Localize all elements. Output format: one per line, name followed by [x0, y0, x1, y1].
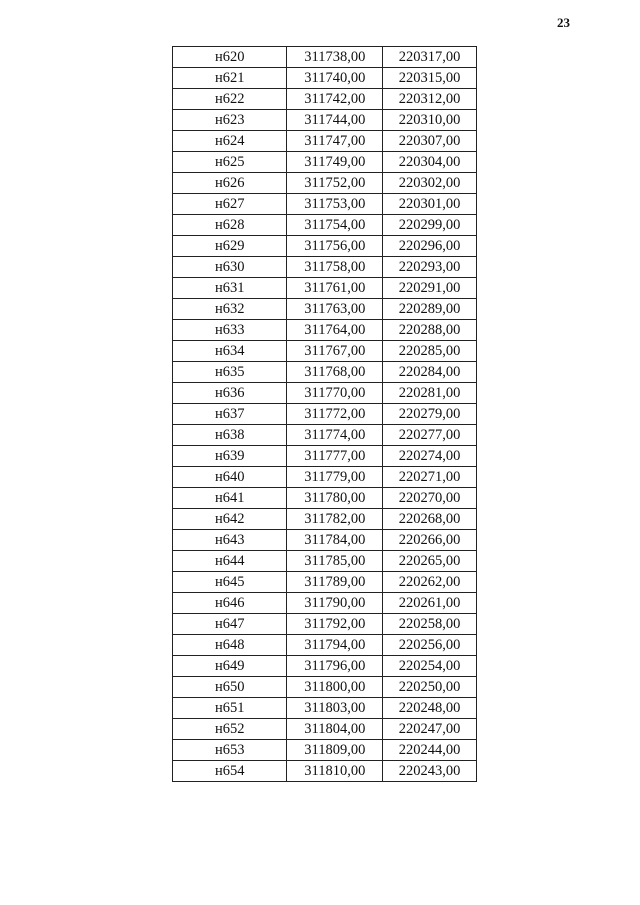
point-id-cell: н626: [173, 173, 287, 194]
x-coordinate-cell: 311754,00: [287, 215, 383, 236]
point-id-cell: н650: [173, 677, 287, 698]
point-id-cell: н630: [173, 257, 287, 278]
x-coordinate-cell: 311763,00: [287, 299, 383, 320]
x-coordinate-cell: 311804,00: [287, 719, 383, 740]
table-row: [173, 509, 477, 530]
x-coordinate-cell: 311782,00: [287, 509, 383, 530]
point-id-cell: н625: [173, 152, 287, 173]
x-coordinate-cell: 311744,00: [287, 110, 383, 131]
y-coordinate-cell: 220288,00: [383, 320, 477, 341]
point-id-cell: н639: [173, 446, 287, 467]
table-row: [173, 530, 477, 551]
x-coordinate-cell: 311784,00: [287, 530, 383, 551]
table-row: [173, 446, 477, 467]
page-number: 23: [557, 15, 570, 30]
x-coordinate-cell: 311777,00: [287, 446, 383, 467]
point-id-cell: н641: [173, 488, 287, 509]
point-id-cell: н633: [173, 320, 287, 341]
y-coordinate-cell: 220310,00: [383, 110, 477, 131]
y-coordinate-cell: 220271,00: [383, 467, 477, 488]
y-coordinate-cell: 220301,00: [383, 194, 477, 215]
point-id-cell: н648: [173, 635, 287, 656]
y-coordinate-cell: 220285,00: [383, 341, 477, 362]
coordinates-table-body: [173, 47, 477, 782]
x-coordinate-cell: 311752,00: [287, 173, 383, 194]
y-coordinate-cell: 220317,00: [383, 47, 477, 68]
y-coordinate-cell: 220293,00: [383, 257, 477, 278]
point-id-cell: н644: [173, 551, 287, 572]
table-row: [173, 740, 477, 761]
x-coordinate-cell: 311810,00: [287, 761, 383, 782]
x-coordinate-cell: 311789,00: [287, 572, 383, 593]
point-id-cell: н635: [173, 362, 287, 383]
x-coordinate-cell: 311809,00: [287, 740, 383, 761]
point-id-cell: н654: [173, 761, 287, 782]
y-coordinate-cell: 220254,00: [383, 656, 477, 677]
y-coordinate-cell: 220262,00: [383, 572, 477, 593]
point-id-cell: н640: [173, 467, 287, 488]
table-row: [173, 635, 477, 656]
y-coordinate-cell: 220277,00: [383, 425, 477, 446]
y-coordinate-cell: 220265,00: [383, 551, 477, 572]
table-row: [173, 110, 477, 131]
y-coordinate-cell: 220243,00: [383, 761, 477, 782]
table-row: [173, 299, 477, 320]
table-row: [173, 404, 477, 425]
table-row: [173, 488, 477, 509]
y-coordinate-cell: 220261,00: [383, 593, 477, 614]
x-coordinate-cell: 311792,00: [287, 614, 383, 635]
point-id-cell: н651: [173, 698, 287, 719]
y-coordinate-cell: 220268,00: [383, 509, 477, 530]
x-coordinate-cell: 311767,00: [287, 341, 383, 362]
x-coordinate-cell: 311780,00: [287, 488, 383, 509]
x-coordinate-cell: 311803,00: [287, 698, 383, 719]
x-coordinate-cell: 311785,00: [287, 551, 383, 572]
point-id-cell: н652: [173, 719, 287, 740]
y-coordinate-cell: 220291,00: [383, 278, 477, 299]
table-row: [173, 173, 477, 194]
table-row: [173, 593, 477, 614]
table-row: [173, 719, 477, 740]
point-id-cell: н638: [173, 425, 287, 446]
x-coordinate-cell: 311749,00: [287, 152, 383, 173]
point-id-cell: н631: [173, 278, 287, 299]
x-coordinate-cell: 311758,00: [287, 257, 383, 278]
y-coordinate-cell: 220248,00: [383, 698, 477, 719]
table-row: [173, 47, 477, 68]
y-coordinate-cell: 220307,00: [383, 131, 477, 152]
coordinates-table: [172, 46, 477, 782]
point-id-cell: н636: [173, 383, 287, 404]
point-id-cell: н637: [173, 404, 287, 425]
y-coordinate-cell: 220281,00: [383, 383, 477, 404]
x-coordinate-cell: 311794,00: [287, 635, 383, 656]
table-row: [173, 614, 477, 635]
x-coordinate-cell: 311768,00: [287, 362, 383, 383]
table-row: [173, 383, 477, 404]
y-coordinate-cell: 220256,00: [383, 635, 477, 656]
point-id-cell: н628: [173, 215, 287, 236]
table-row: [173, 278, 477, 299]
table-row: [173, 677, 477, 698]
y-coordinate-cell: 220258,00: [383, 614, 477, 635]
table-row: [173, 236, 477, 257]
point-id-cell: н629: [173, 236, 287, 257]
x-coordinate-cell: 311772,00: [287, 404, 383, 425]
x-coordinate-cell: 311738,00: [287, 47, 383, 68]
table-row: [173, 551, 477, 572]
x-coordinate-cell: 311779,00: [287, 467, 383, 488]
table-row: [173, 572, 477, 593]
table-row: [173, 89, 477, 110]
table-row: [173, 68, 477, 89]
point-id-cell: н632: [173, 299, 287, 320]
y-coordinate-cell: 220289,00: [383, 299, 477, 320]
y-coordinate-cell: 220296,00: [383, 236, 477, 257]
y-coordinate-cell: 220279,00: [383, 404, 477, 425]
point-id-cell: н645: [173, 572, 287, 593]
y-coordinate-cell: 220312,00: [383, 89, 477, 110]
y-coordinate-cell: 220250,00: [383, 677, 477, 698]
x-coordinate-cell: 311756,00: [287, 236, 383, 257]
point-id-cell: н627: [173, 194, 287, 215]
point-id-cell: н621: [173, 68, 287, 89]
x-coordinate-cell: 311790,00: [287, 593, 383, 614]
y-coordinate-cell: 220244,00: [383, 740, 477, 761]
table-row: [173, 362, 477, 383]
point-id-cell: н649: [173, 656, 287, 677]
x-coordinate-cell: 311764,00: [287, 320, 383, 341]
point-id-cell: н653: [173, 740, 287, 761]
y-coordinate-cell: 220284,00: [383, 362, 477, 383]
x-coordinate-cell: 311770,00: [287, 383, 383, 404]
x-coordinate-cell: 311774,00: [287, 425, 383, 446]
x-coordinate-cell: 311761,00: [287, 278, 383, 299]
point-id-cell: н634: [173, 341, 287, 362]
table-row: [173, 131, 477, 152]
point-id-cell: н623: [173, 110, 287, 131]
x-coordinate-cell: 311796,00: [287, 656, 383, 677]
point-id-cell: н620: [173, 47, 287, 68]
y-coordinate-cell: 220299,00: [383, 215, 477, 236]
point-id-cell: н643: [173, 530, 287, 551]
point-id-cell: н622: [173, 89, 287, 110]
y-coordinate-cell: 220274,00: [383, 446, 477, 467]
table-row: [173, 761, 477, 782]
table-row: [173, 152, 477, 173]
x-coordinate-cell: 311800,00: [287, 677, 383, 698]
table-row: [173, 341, 477, 362]
y-coordinate-cell: 220270,00: [383, 488, 477, 509]
point-id-cell: н646: [173, 593, 287, 614]
y-coordinate-cell: 220247,00: [383, 719, 477, 740]
x-coordinate-cell: 311753,00: [287, 194, 383, 215]
x-coordinate-cell: 311740,00: [287, 68, 383, 89]
y-coordinate-cell: 220304,00: [383, 152, 477, 173]
table-row: [173, 656, 477, 677]
table-row: [173, 698, 477, 719]
point-id-cell: н624: [173, 131, 287, 152]
point-id-cell: н647: [173, 614, 287, 635]
y-coordinate-cell: 220315,00: [383, 68, 477, 89]
table-row: [173, 467, 477, 488]
x-coordinate-cell: 311747,00: [287, 131, 383, 152]
table-row: [173, 194, 477, 215]
point-id-cell: н642: [173, 509, 287, 530]
table-row: [173, 425, 477, 446]
table-row: [173, 257, 477, 278]
x-coordinate-cell: 311742,00: [287, 89, 383, 110]
table-row: [173, 320, 477, 341]
y-coordinate-cell: 220302,00: [383, 173, 477, 194]
y-coordinate-cell: 220266,00: [383, 530, 477, 551]
table-row: [173, 215, 477, 236]
